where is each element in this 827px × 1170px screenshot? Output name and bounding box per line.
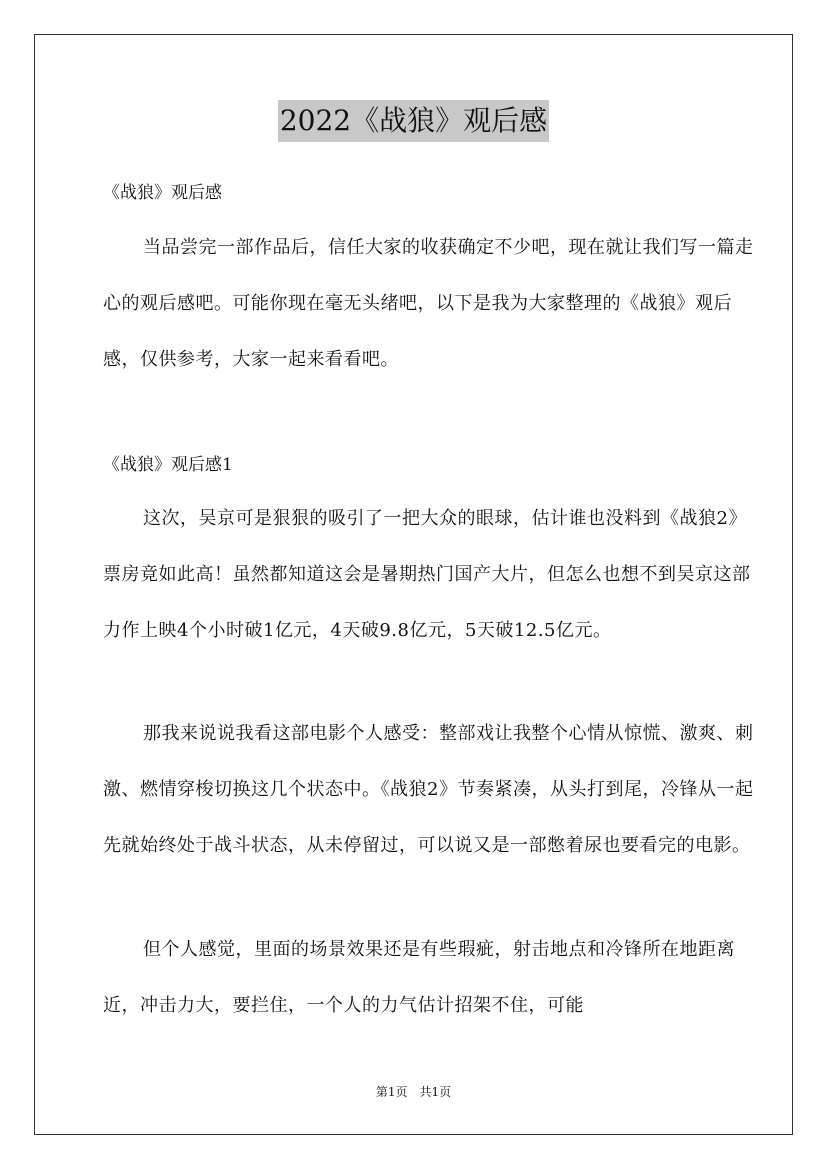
body-paragraph-1: 这次，吴京可是狠狠的吸引了一把大众的眼球，估计谁也没料到《战狼2》票房竟如此高！虽然都知道这会是暑期热门国产大片，但怎么也想不到吴京这部力作上映4个小时破1亿元，4天破9.8亿元，5天破12.5亿元。 bbox=[103, 508, 751, 641]
intro-paragraph: 当品尝完一部作品后，信任大家的收获确定不少吧，现在就让我们写一篇走心的观后感吧。可能你现在毫无头绪吧，以下是我为大家整理的《战狼》观后感，仅供参考，大家一起来看看吧。 bbox=[103, 237, 754, 370]
document-title: 2022《战狼》观后感 bbox=[278, 100, 549, 142]
page-footer: 第1页 共1页 bbox=[375, 1085, 452, 1099]
body-paragraph-2: 那我来说说我看这部电影个人感受：整部戏让我整个心情从惊慌、激爽、刺激、燃情穿梭切换这几个状态中。《战狼2》节奏紧凑，从头打到尾，冷锋从一起先就始终处于战斗状态，从未停留过，可以说又是一部憋着尿也要看完的电影。 bbox=[103, 723, 754, 856]
intro-heading: 《战狼》观后感 bbox=[103, 183, 222, 203]
title-container bbox=[0, 100, 827, 142]
body-paragraph-3: 但个人感觉，里面的场景效果还是有些瑕疵，射击地点和冷锋所在地距离近，冲击力大，要拦住，一个人的力气估计招架不住，可能 bbox=[103, 939, 735, 1016]
section-heading-1: 《战狼》观后感1 bbox=[103, 455, 233, 475]
